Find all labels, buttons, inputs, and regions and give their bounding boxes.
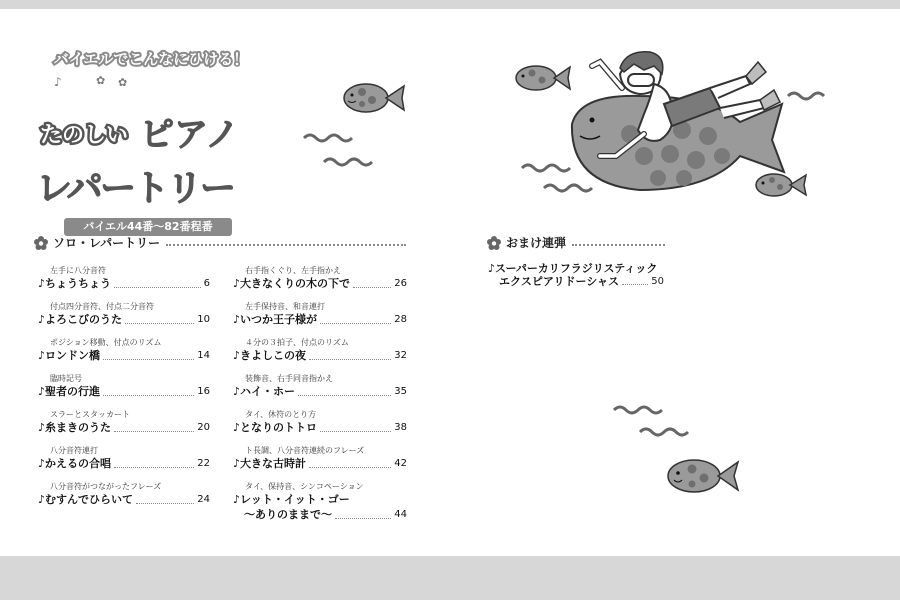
wave-icon xyxy=(784,84,834,106)
entry-title: ♪ハイ・ホー xyxy=(233,385,296,398)
toc-entry-bonus[interactable] xyxy=(488,262,664,288)
toc-entry[interactable] xyxy=(38,266,210,302)
subtitle-banner: バイエル44番～82番程番 xyxy=(64,218,232,236)
svg-text:バイエルでこんなにひける！: バイエルでこんなにひける！ xyxy=(53,50,249,68)
dot-leader xyxy=(114,287,201,288)
svg-text:♪: ♪ xyxy=(54,75,62,89)
entry-note: 付点四分音符、付点二分音符 xyxy=(50,302,154,311)
entry-note: ポジション移動、付点のリズム xyxy=(50,338,162,347)
entry-page: 50 xyxy=(651,276,664,287)
toc-entry[interactable] xyxy=(38,446,210,482)
title-line1 xyxy=(46,46,256,70)
entry-title: ♪かえるの合唱 xyxy=(38,457,112,470)
entry-page: 16 xyxy=(197,386,210,397)
svg-text:✿: ✿ xyxy=(96,74,106,87)
entry-page: 44 xyxy=(394,509,407,520)
entry-title: ♪いつか王子様が xyxy=(233,313,318,326)
dot-leader xyxy=(335,518,391,519)
entry-title-line2: エクスピアリドーシャス xyxy=(499,275,620,288)
entry-page: 6 xyxy=(203,278,210,289)
dot-leader xyxy=(320,323,391,324)
dot-leader xyxy=(103,395,194,396)
entry-page: 32 xyxy=(394,350,407,361)
toc-entry[interactable] xyxy=(233,410,407,446)
toc-entry[interactable] xyxy=(233,482,407,532)
entry-note: 装飾音、右手同音指かえ xyxy=(245,374,333,383)
toc-entry[interactable] xyxy=(38,482,210,518)
entry-note: 臨時記号 xyxy=(50,374,82,383)
entry-title: ♪となりのトトロ xyxy=(233,421,318,434)
dot-leader xyxy=(114,467,194,468)
entry-title: ♪むすんでひらいて xyxy=(38,493,134,506)
bonus-section-heading xyxy=(487,234,665,251)
dot-leader xyxy=(309,359,391,360)
fish-icon xyxy=(342,80,408,116)
entry-page: 20 xyxy=(197,422,210,433)
entry-note: 八分音符連打 xyxy=(50,446,98,455)
wave-icon xyxy=(610,400,700,440)
entry-page: 28 xyxy=(394,314,407,325)
entry-title: ♪スーパーカリフラジリスティック xyxy=(488,262,658,275)
entry-title: ♪きよしこの夜 xyxy=(233,349,307,362)
dot-leader xyxy=(353,287,391,288)
toc-entry[interactable] xyxy=(38,302,210,338)
toc-entry[interactable] xyxy=(38,374,210,410)
entry-note: タイ、保持音、シンコペーション xyxy=(245,482,364,491)
flower-icon xyxy=(34,236,48,250)
entry-title: ♪大きなくりの木の下で xyxy=(233,277,351,290)
title-line3-text xyxy=(36,158,266,212)
svg-text:✿: ✿ xyxy=(118,76,128,89)
entry-title: ♪ロンドン橋 xyxy=(38,349,101,362)
dot-leader xyxy=(114,431,194,432)
title-line2 xyxy=(44,74,244,108)
toc-entry[interactable] xyxy=(38,410,210,446)
entry-page: 10 xyxy=(197,314,210,325)
book-title-block xyxy=(36,40,256,233)
toc-entry[interactable] xyxy=(233,338,407,374)
entry-page: 42 xyxy=(394,458,407,469)
heading-dotted-rule xyxy=(166,244,406,246)
dot-leader xyxy=(320,431,391,432)
entry-note: 左手保持音、和音連打 xyxy=(245,302,325,311)
toc-right-column xyxy=(233,266,407,532)
wave-icon xyxy=(300,130,390,180)
solo-section-heading xyxy=(34,234,406,251)
entry-note: タイ、休符のとり方 xyxy=(245,410,317,419)
dot-leader xyxy=(103,359,194,360)
solo-section-label: ソロ・レパートリー xyxy=(53,236,161,250)
entry-page: 22 xyxy=(197,458,210,469)
svg-text:レパートリー: レパートリー xyxy=(36,168,236,209)
bottom-band xyxy=(0,556,900,600)
entry-note: ト長調、八分音符連続のフレーズ xyxy=(245,446,365,455)
toc-entry[interactable] xyxy=(233,266,407,302)
entry-title: ♪聖者の行進 xyxy=(38,385,101,398)
entry-note: スラーとスタッカート xyxy=(50,410,130,419)
entry-page: 26 xyxy=(394,278,407,289)
entry-note: 左手に八分音符 xyxy=(50,266,106,275)
title-line2-text xyxy=(36,106,246,154)
flower-icon xyxy=(487,236,501,250)
entry-title: ♪レット・イット・ゴー xyxy=(233,493,350,506)
entry-note: 八分音符がつながったフレーズ xyxy=(50,482,162,491)
entry-title-line2: ～ありのままで～ xyxy=(244,508,332,521)
entry-page: 38 xyxy=(394,422,407,433)
heading-dotted-rule xyxy=(572,244,665,246)
dot-leader xyxy=(298,395,391,396)
entry-title: ♪大きな古時計 xyxy=(233,457,307,470)
entry-page: 24 xyxy=(197,494,210,505)
fish-icon xyxy=(666,456,740,496)
toc-entry[interactable] xyxy=(38,338,210,374)
entry-title: ♪糸まきのうた xyxy=(38,421,112,434)
dot-leader xyxy=(309,467,391,468)
fish-icon xyxy=(754,170,808,200)
entry-note: 右手指くぐり、左手指かえ xyxy=(245,266,341,275)
top-band xyxy=(0,0,900,9)
dot-leader xyxy=(125,323,194,324)
entry-page: 35 xyxy=(394,386,407,397)
toc-entry[interactable] xyxy=(233,374,407,410)
svg-text:たのしい: たのしい xyxy=(40,123,129,148)
entry-page: 14 xyxy=(197,350,210,361)
toc-entry[interactable] xyxy=(233,302,407,338)
svg-text:ピアノ: ピアノ xyxy=(140,115,240,154)
entry-title: ♪よろこびのうた xyxy=(38,313,123,326)
entry-title: ♪ちょうちょう xyxy=(38,277,112,290)
entry-note: ４分の３拍子、付点のリズム xyxy=(245,338,349,347)
toc-entry[interactable] xyxy=(233,446,407,482)
wave-icon xyxy=(518,150,608,196)
bonus-section-label: おまけ連弾 xyxy=(506,236,567,250)
toc-left-column xyxy=(38,266,210,518)
dot-leader xyxy=(136,503,194,504)
dot-leader xyxy=(622,284,648,285)
